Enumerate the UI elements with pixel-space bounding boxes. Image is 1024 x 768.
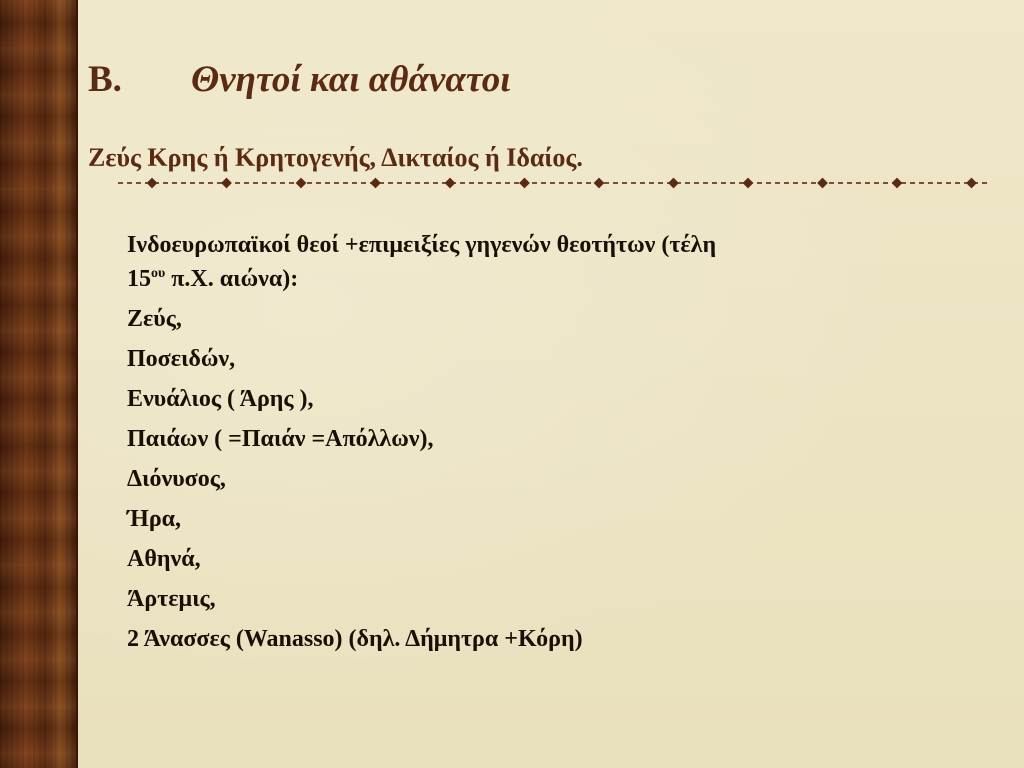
list-item: Διόνυσος, <box>127 466 226 492</box>
decorative-divider <box>118 176 990 190</box>
intro-number: 15 <box>127 266 151 292</box>
list-item: Ποσειδών, <box>127 346 236 372</box>
divider-diamond <box>893 179 901 187</box>
list-item: Παιάων ( =Παιάν =Απόλλων), <box>127 426 434 452</box>
intro-superscript: ου <box>151 266 166 281</box>
divider-diamond <box>371 179 379 187</box>
slide-subtitle: Ζεύς Κρης ή Κρητογενής, Δικταίος ή Ιδαίος. <box>88 143 583 172</box>
list-item: Άρτεμις, <box>127 586 216 612</box>
list-item: Ενυάλιος ( Άρης ), <box>127 386 314 412</box>
list-item-intro <box>127 228 927 296</box>
divider-diamond <box>595 179 603 187</box>
list-item: Ζεύς, <box>127 306 182 332</box>
title-text: Θνητοί και αθάνατοι <box>191 59 511 100</box>
divider-diamond <box>222 179 230 187</box>
list-item: Ήρα, <box>127 506 182 532</box>
title-section-label: Β. <box>88 59 122 100</box>
content-list <box>127 228 927 662</box>
wood-texture-sidebar <box>0 0 78 768</box>
divider-diamond <box>297 179 305 187</box>
intro-line-1: Ινδοευρωπαϊκοί θεοί +επιμειξίες γηγενών θεοτήτων (τέλη <box>127 232 717 258</box>
slide-title <box>88 58 988 108</box>
divider-diamond <box>818 179 826 187</box>
list-item: Αθηνά, <box>127 546 201 572</box>
divider-diamond <box>446 179 454 187</box>
divider-diamond <box>520 179 528 187</box>
list-item: 2 Άνασσες (Wanasso) (δηλ. Δήμητρα +Κόρη) <box>127 626 583 652</box>
divider-diamond <box>967 179 975 187</box>
divider-diamond <box>148 179 156 187</box>
intro-rest: π.Χ. αιώνα): <box>165 266 299 292</box>
divider-diamond <box>744 179 752 187</box>
divider-diamond <box>669 179 677 187</box>
